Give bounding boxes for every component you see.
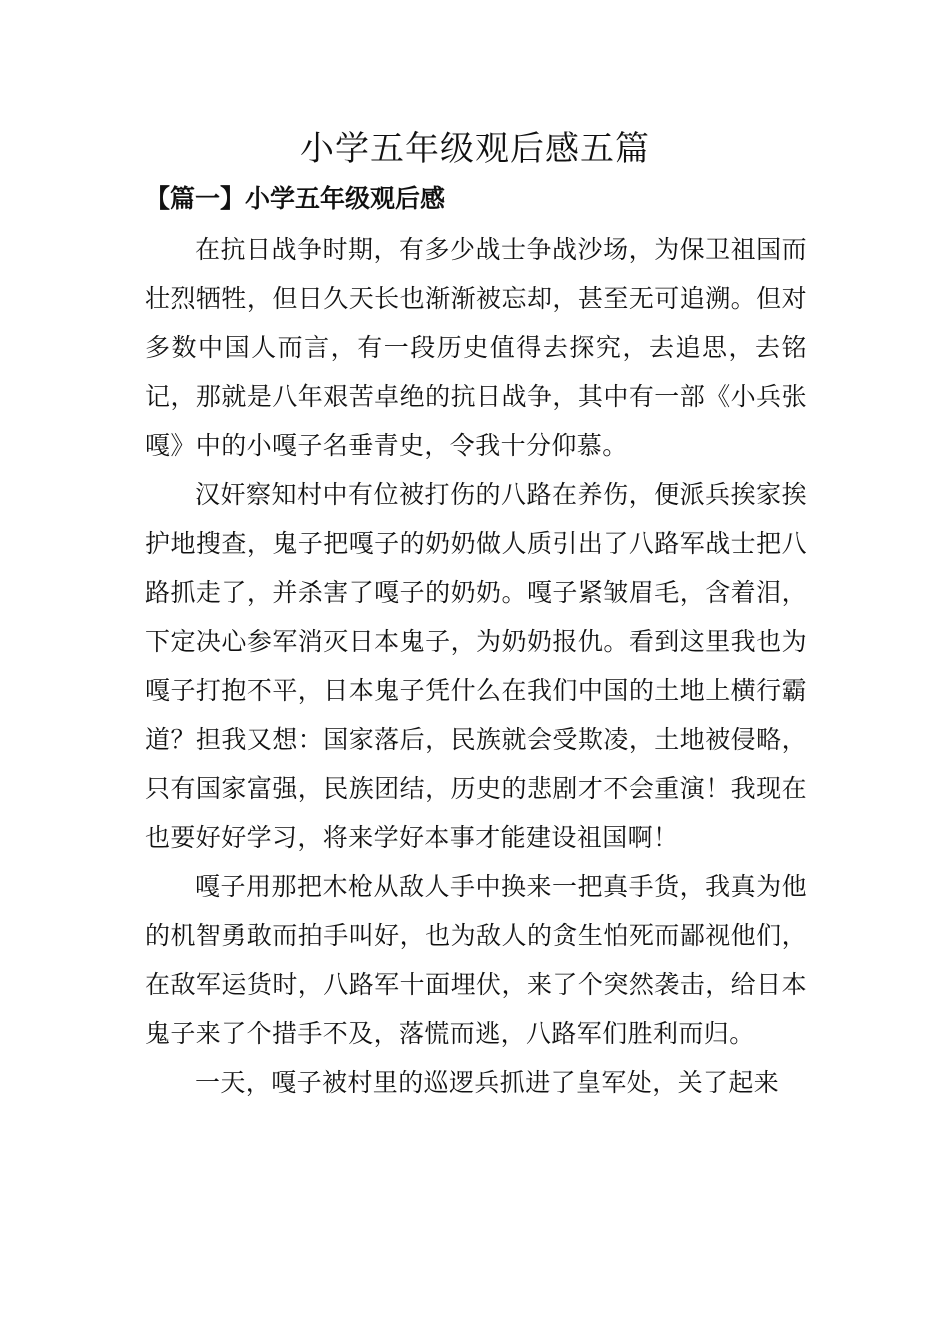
paragraph: 在抗日战争时期，有多少战士争战沙场，为保卫祖国而壮烈牺牲，但日久天长也渐渐被忘却，甚至无可追溯。但对多数中国人而言，有一段历史值得去探究，去追思，去铭记，那就是八年艰苦卓绝的抗日战争，其中有一部《小兵张嘎》中的小嘎子名垂青史，令我十分仰慕。 [145, 235, 807, 460]
document-title: 小学五年级观后感五篇 [300, 129, 650, 169]
article-body [145, 225, 807, 1107]
section-heading: 【篇一】小学五年级观后感 [145, 184, 446, 213]
paragraph: 一天，嘎子被村里的巡逻兵抓进了皇军处，关了起来 [195, 1068, 780, 1097]
paragraph: 嘎子用那把木枪从敌人手中换来一把真手货，我真为他的机智勇敢而拍手叫好，也为敌人的贪生怕死而鄙视他们，在敌军运货时，八路军十面埋伏，来了个突然袭击，给日本鬼子来了个措手不及，落慌而逃，八路军们胜利而归。 [145, 872, 807, 1048]
paragraph: 汉奸察知村中有位被打伤的八路在养伤，便派兵挨家挨护地搜查，鬼子把嘎子的奶奶做人质引出了八路军战士把八路抓走了，并杀害了嘎子的奶奶。嘎子紧皱眉毛，含着泪，下定决心参军消灭日本鬼子，为奶奶报仇。看到这里我也为嘎子打抱不平，日本鬼子凭什么在我们中国的土地上横行霸道？担我又想：国家落后，民族就会受欺凌，土地被侵略，只有国家富强，民族团结，历史的悲剧才不会重演！我现在也要好好学习，将来学好本事才能建设祖国啊！ [145, 480, 807, 852]
